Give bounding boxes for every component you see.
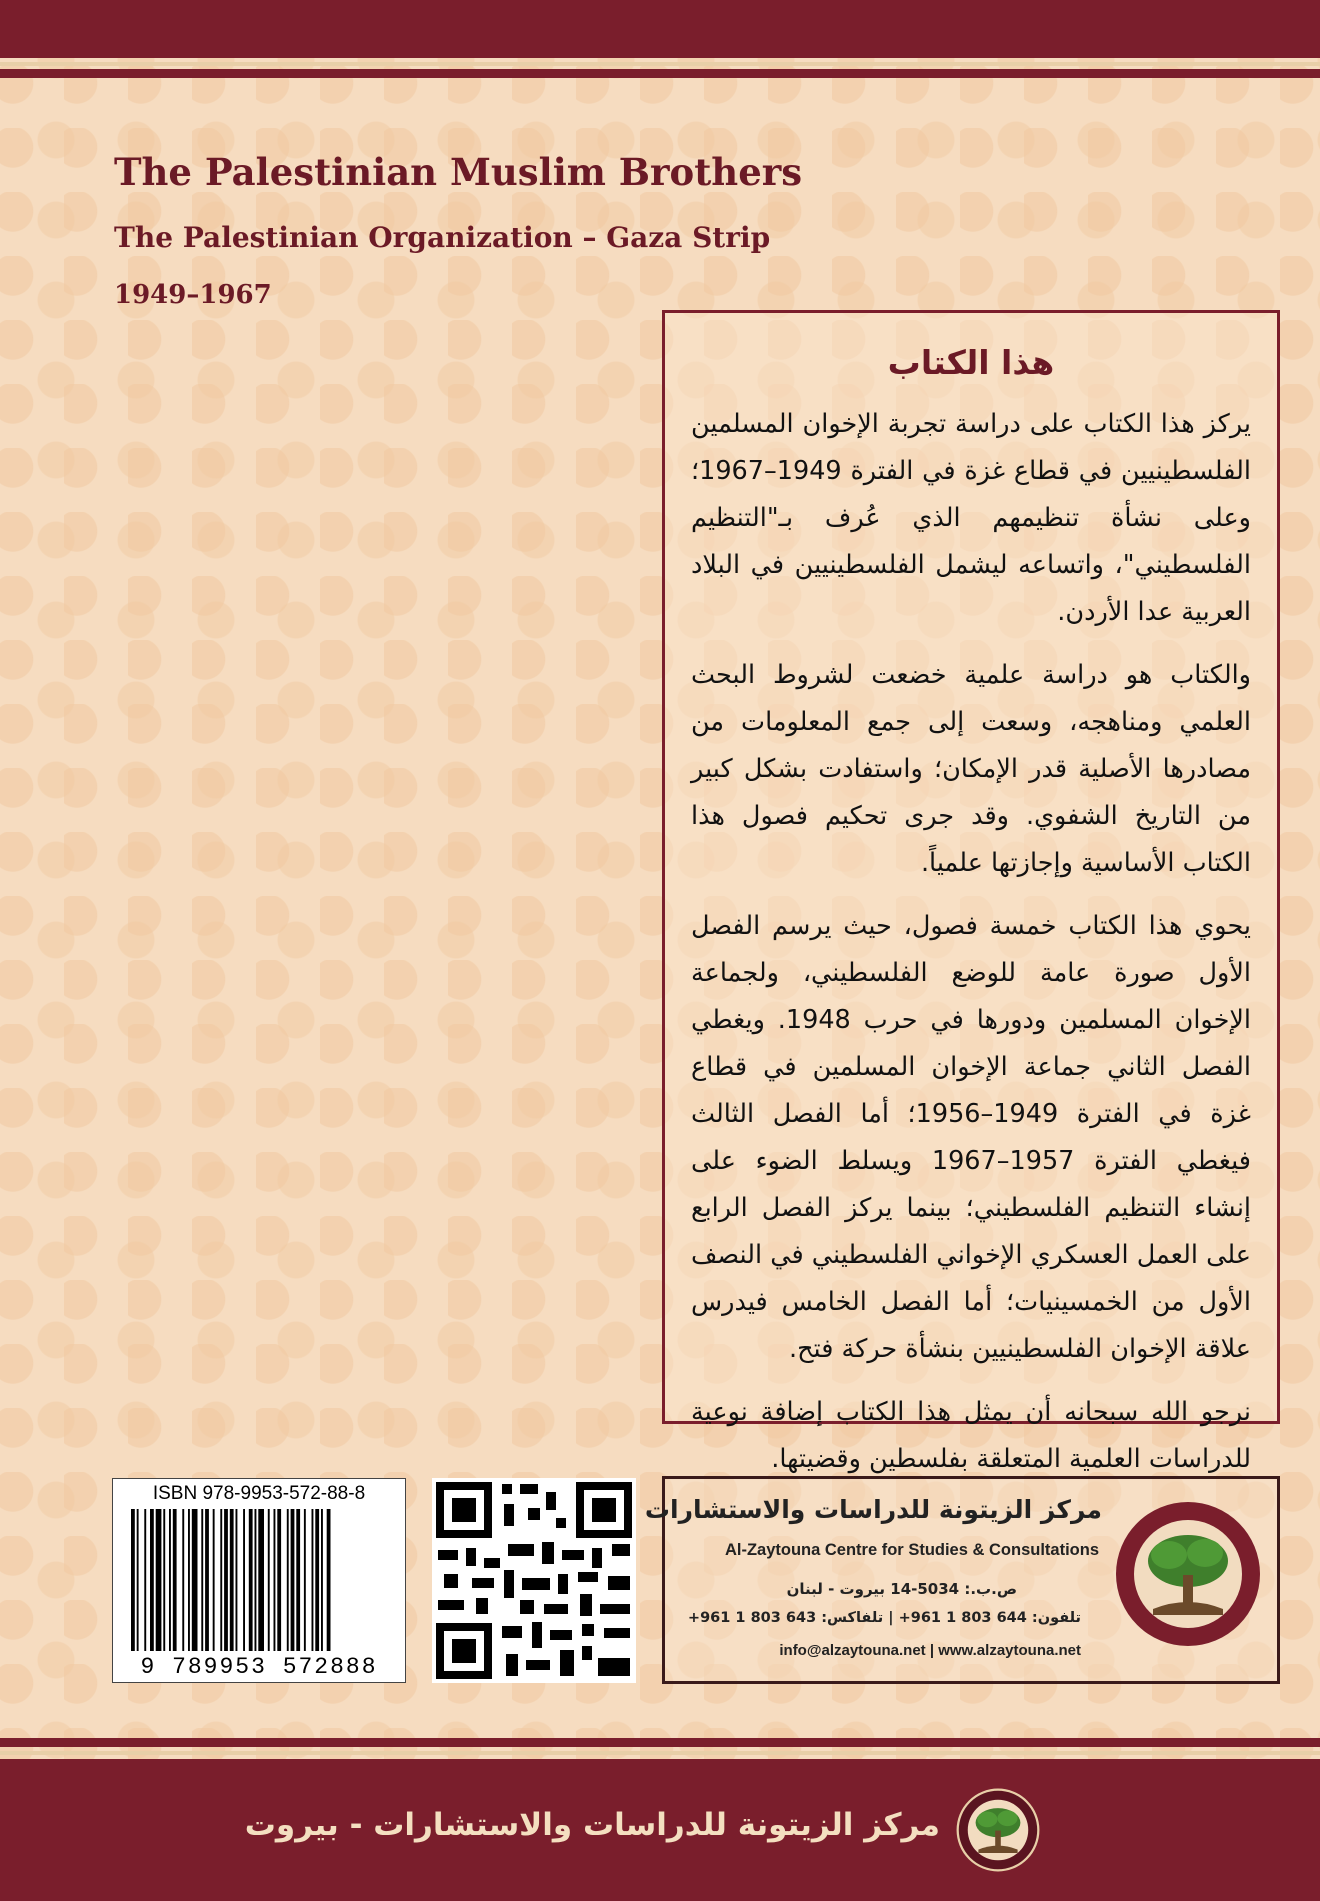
top-border-line	[0, 62, 1320, 66]
english-subtitle: The Palestinian Organization – Gaza Strip	[114, 221, 771, 254]
publisher-phones: تلفون: 644 803 1 961+ | تلفاكس: 643 803 1 961+	[687, 1610, 1081, 1626]
footer-publisher-text: مركز الزيتونة للدراسات والاستشارات - بيروت	[244, 1807, 940, 1843]
about-text	[691, 401, 1251, 1499]
isbn-label: ISBN 978-9953-572-88-8	[152, 1483, 366, 1504]
about-heading: هذا الكتاب	[887, 343, 1055, 382]
olive-tree-icon	[956, 1788, 1040, 1872]
isbn-digits: 9 789953 572888	[140, 1654, 378, 1680]
qr-code-icon	[432, 1478, 636, 1683]
isbn-barcode-box	[112, 1478, 406, 1683]
publisher-po-box: ص.ب.: 5034-14 بيروت - لبنان	[786, 1580, 1017, 1598]
qr-code-box	[432, 1478, 636, 1683]
about-paragraph: يركز هذا الكتاب على دراسة تجربة الإخوان المسلمين الفلسطينيين في قطاع غزة في الفترة 1949–1967؛ وعلى نشأة تنظيمهم الذي عُرف بـ"التنظيم الفلسطيني"، واتساعه ليشمل الفلسطينيين في البلاد العربية عدا الأردن.	[691, 409, 1251, 627]
olive-tree-icon	[1113, 1499, 1263, 1649]
english-years: 1949–1967	[114, 280, 272, 310]
top-border-band	[0, 0, 1320, 58]
about-book-box	[662, 310, 1280, 1474]
publisher-name-english: Al-Zaytouna Centre for Studies & Consultations	[724, 1541, 1099, 1559]
english-title: The Palestinian Muslim Brothers	[114, 150, 803, 194]
about-paragraph: والكتاب هو دراسة علمية خضعت لشروط البحث العلمي ومناهجه، وسعت إلى جمع المعلومات من مصادرها الأصلية قدر الإمكان؛ واستفادت بشكل كبير من التاريخ الشفوي. وقد جرى تحكيم فصول هذا الكتاب الأساسية وإجازتها علمياً.	[691, 660, 1251, 878]
publisher-box	[644, 1476, 1280, 1684]
about-paragraph: يحوي هذا الكتاب خمسة فصول، حيث يرسم الفصل الأول صورة عامة للوضع الفلسطيني، ولجماعة الإخوان المسلمين ودورها في حرب 1948. ويغطي الفصل الثاني جماعة الإخوان المسلمين في قطاع غزة في الفترة 1949–1956؛ أما الفصل الثالث فيغطي الفترة 1957–1967 ويسلط الضوء على إنشاء التنظيم الفلسطيني؛ بينما يركز الفصل الرابع على العمل العسكري الإخواني الفلسطيني في النصف الأول من الخمسينيات؛ أما الفصل الخامس فيدرس علاقة الإخوان الفلسطينيين بنشأة حركة فتح.	[691, 911, 1251, 1364]
publisher-contact: info@alzaytouna.net | www.alzaytouna.net	[779, 1642, 1081, 1659]
publisher-name-arabic: مركز الزيتونة للدراسات والاستشارات	[644, 1495, 1102, 1524]
top-border-stripe	[0, 69, 1320, 78]
about-paragraph: نرجو الله سبحانه أن يمثل هذا الكتاب إضافة نوعية للدراسات العلمية المتعلقة بفلسطين وقضيتها.	[691, 1397, 1251, 1474]
bottom-border-stripe	[0, 1738, 1320, 1747]
barcode-icon	[127, 1509, 393, 1651]
bottom-border-line	[0, 1751, 1320, 1755]
